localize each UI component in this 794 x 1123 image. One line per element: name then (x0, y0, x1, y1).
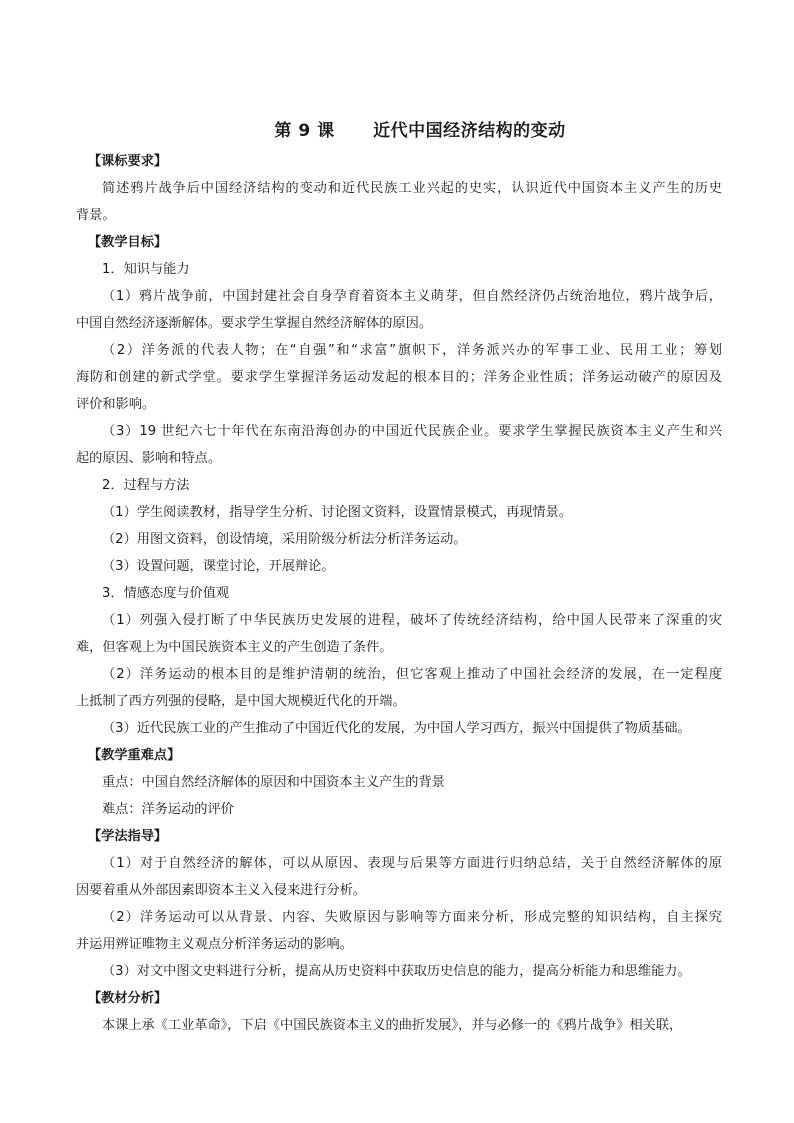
paragraph-line: （2）用图文资料，创设情境，采用阶级分析法分析洋务运动。 (102, 532, 467, 547)
paragraph-line: 重点：中国自然经济解体的原因和中国资本主义产生的背景 (102, 775, 445, 790)
paragraph-continuation-line: 并运用辨证唯物主义观点分析洋务运动的影响。 (76, 937, 353, 952)
paragraph-line: （3）近代民族工业的产生推动了中国近代化的发展，为中国人学习西方，振兴中国提供了物质基础。 (102, 721, 691, 736)
paragraph-continuation-line: 难，但客观上为中国民族资本主义的产生创造了条件。 (76, 640, 393, 655)
paragraph-continuation-line: 上抵制了西方列强的侵略，是中国大规模近代化的开端。 (76, 694, 406, 709)
paragraph-line: 3．情感态度与价值观 (102, 586, 230, 601)
paragraph-line: （2）洋务运动可以从背景、内容、失败原因与影响等方面来分析，形成完整的知识结构，自主探究 (102, 910, 722, 925)
paragraph-line: （3）对文中图文史料进行分析，提高从历史资料中获取历史信息的能力，提高分析能力和思维能力。 (102, 964, 691, 979)
section-heading: 【教学重难点】 (88, 748, 181, 763)
section-heading: 【教学目标】 (88, 235, 168, 250)
paragraph-continuation-line: 起的原因、影响和特点。 (76, 451, 222, 466)
paragraph-line: （1）列强入侵打断了中华民族历史发展的进程，破坏了传统经济结构，给中国人民带来了深重的灾 (102, 613, 722, 628)
section-heading: 【教材分析】 (88, 991, 168, 1006)
paragraph-continuation-line: 背景。 (76, 208, 116, 223)
paragraph-continuation-line: 因要着重从外部因素即资本主义入侵来进行分析。 (76, 883, 367, 898)
paragraph-line: （3）设置问题，课堂讨论，开展辩论。 (102, 559, 335, 574)
paragraph-line: （3）19 世纪六七十年代在东南沿海创办的中国近代民族企业。要求学生掌握民族资本主义产生和兴 (102, 424, 722, 439)
paragraph-continuation-line: 中国自然经济逐渐解体。要求学生掌握自然经济解体的原因。 (76, 316, 433, 331)
paragraph-line: （2）洋务运动的根本目的是维护清朝的统治，但它客观上推动了中国社会经济的发展，在一定程度 (102, 667, 722, 682)
paragraph-continuation-line: 海防和创建的新式学堂。要求学生掌握洋务运动发起的根本目的；洋务企业性质；洋务运动破产的原因及 (76, 370, 722, 385)
paragraph-line: （1）对于自然经济的解体，可以从原因、表现与后果等方面进行归纳总结，关于自然经济解体的原 (102, 856, 722, 871)
paragraph-continuation-line: 评价和影响。 (76, 397, 156, 412)
paragraph-line: 2．过程与方法 (102, 478, 190, 493)
paragraph-line: （1）鸦片战争前，中国封建社会自身孕育着资本主义萌芽，但自然经济仍占统治地位，鸦片战争后， (102, 289, 722, 304)
section-heading: 【学法指导】 (88, 829, 168, 844)
paragraph-line: （1）学生阅读教材，指导学生分析、讨论图文资料，设置情景模式，再现情景。 (102, 505, 572, 520)
paragraph-line: 1．知识与能力 (102, 262, 190, 277)
paragraph-line: 简述鸦片战争后中国经济结构的变动和近代民族工业兴起的史实，认识近代中国资本主义产生的历史 (102, 181, 722, 196)
paragraph-line: 本课上承《工业革命》，下启《中国民族资本主义的曲折发展》，并与必修一的《鸦片战争》相关联， (102, 1018, 683, 1033)
section-heading: 【课标要求】 (88, 154, 168, 169)
paragraph-line: （2）洋务派的代表人物；在“自强”和“求富”旗帜下，洋务派兴办的军事工业、民用工业；筹划 (102, 343, 722, 358)
lesson-title: 第 9 课 近代中国经济结构的变动 (274, 121, 566, 141)
document-body (76, 148, 722, 1039)
paragraph-line: 难点：洋务运动的评价 (102, 802, 234, 817)
